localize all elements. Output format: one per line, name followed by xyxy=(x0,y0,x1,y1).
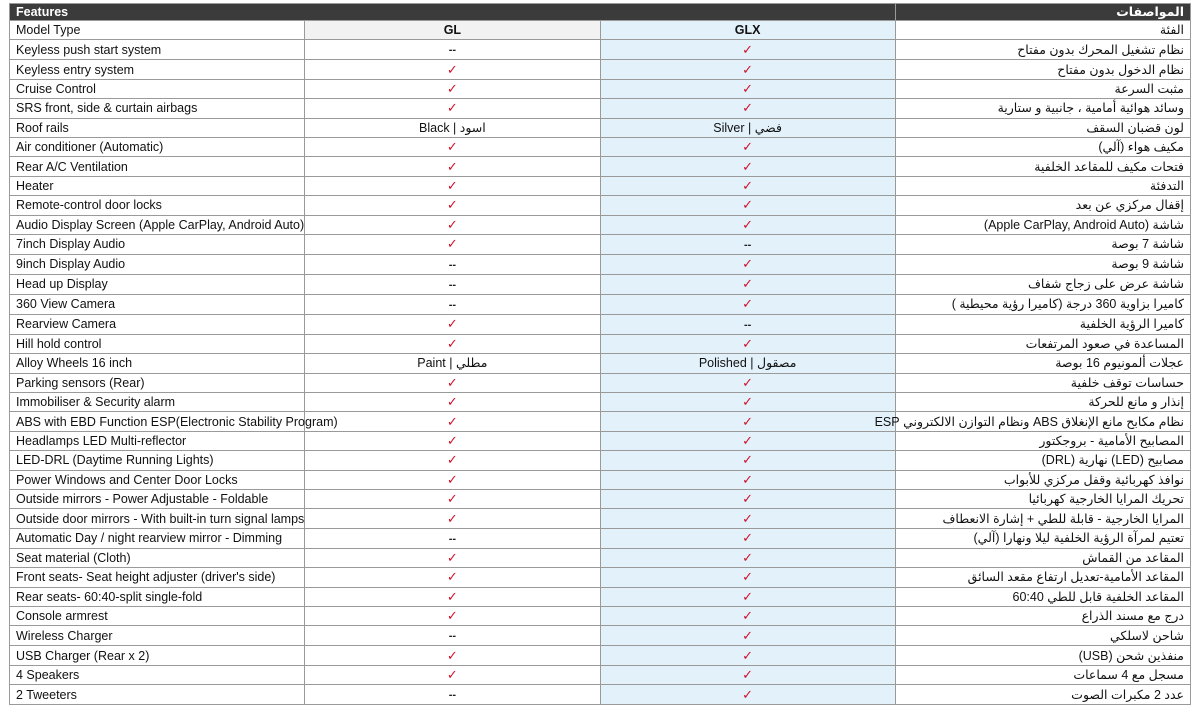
feature-gl-value xyxy=(305,157,600,176)
feature-glx-value xyxy=(600,509,895,528)
feature-name-en: Seat material (Cloth) xyxy=(10,548,305,567)
feature-row xyxy=(10,215,1191,234)
feature-gl-value xyxy=(305,314,600,334)
feature-gl-value xyxy=(305,393,600,412)
feature-row xyxy=(10,606,1191,625)
check-icon: ✓ xyxy=(742,177,754,193)
feature-glx-value xyxy=(600,451,895,470)
feature-glx-value xyxy=(600,490,895,509)
feature-name-en: Console armrest xyxy=(10,606,305,625)
feature-row xyxy=(10,137,1191,156)
check-icon: ✓ xyxy=(742,139,754,155)
feature-glx-value xyxy=(600,60,895,79)
feature-gl-value xyxy=(305,490,600,509)
feature-row xyxy=(10,431,1191,450)
feature-gl-value xyxy=(305,60,600,79)
check-icon: ✓ xyxy=(742,510,754,526)
feature-name-en: 2 Tweeters xyxy=(10,685,305,705)
feature-name-ar: إنذار و مانع للحركة xyxy=(895,393,1190,412)
feature-row xyxy=(10,509,1191,528)
check-icon: ✓ xyxy=(446,100,458,116)
feature-glx-value xyxy=(600,646,895,665)
feature-name-en: Head up Display xyxy=(10,274,305,294)
feature-glx-value xyxy=(600,99,895,118)
feature-glx-value xyxy=(600,626,895,646)
feature-name-ar: المصابيح الأمامية - بروجكتور xyxy=(895,431,1190,450)
feature-glx-value xyxy=(600,40,895,60)
feature-name-ar: نظام مكابح مانع الإنغلاق ABS ونظام التوازن الالكتروني ESP xyxy=(895,412,1190,431)
check-icon: ✓ xyxy=(742,627,754,643)
check-icon: ✓ xyxy=(446,236,458,252)
feature-name-ar: شاحن لاسلكي xyxy=(895,626,1190,646)
feature-row xyxy=(10,373,1191,392)
check-icon: ✓ xyxy=(446,336,458,352)
feature-row xyxy=(10,528,1191,548)
feature-row xyxy=(10,412,1191,431)
feature-name-ar: حساسات توقف خلفية xyxy=(895,373,1190,392)
feature-row xyxy=(10,314,1191,334)
check-icon: ✓ xyxy=(446,550,458,565)
option-text: Black | اسود xyxy=(419,120,486,135)
feature-glx-value xyxy=(600,314,895,334)
check-icon: ✓ xyxy=(742,588,754,604)
feature-row xyxy=(10,393,1191,412)
feature-gl-value xyxy=(305,509,600,528)
feature-glx-value xyxy=(600,393,895,412)
model-gl: GL xyxy=(305,21,600,40)
feature-name-ar: مكيف هواء (آلي) xyxy=(895,137,1190,156)
features-sheet xyxy=(9,3,1191,705)
feature-glx-value xyxy=(600,606,895,625)
feature-gl-value xyxy=(305,334,600,353)
feature-gl-value xyxy=(305,234,600,254)
feature-name-ar: كاميرا الرؤية الخلفية xyxy=(895,314,1190,334)
feature-name-en: Wireless Charger xyxy=(10,626,305,646)
feature-name-ar: التدفئة xyxy=(895,176,1190,195)
check-icon: ✓ xyxy=(446,510,458,526)
check-icon: ✓ xyxy=(446,608,458,624)
feature-glx-value xyxy=(600,137,895,156)
feature-name-ar: شاشة (Apple CarPlay, Android Auto) xyxy=(895,215,1190,234)
check-icon: ✓ xyxy=(446,394,458,410)
feature-name-en: Keyless push start system xyxy=(10,40,305,60)
feature-row xyxy=(10,176,1191,195)
feature-row xyxy=(10,294,1191,314)
features-body xyxy=(10,21,1191,705)
feature-glx-value xyxy=(600,587,895,606)
feature-row xyxy=(10,40,1191,60)
check-icon: ✓ xyxy=(742,608,754,624)
check-icon: ✓ xyxy=(742,452,754,468)
feature-glx-value xyxy=(600,685,895,705)
feature-gl-value xyxy=(305,626,600,646)
feature-name-ar: لون قضبان السقف xyxy=(895,118,1190,137)
feature-name-ar: المرايا الخارجية - قابلة للطي + إشارة الانعطاف xyxy=(895,509,1190,528)
feature-name-ar: شاشة 9 بوصة xyxy=(895,254,1190,274)
feature-name-en: Roof rails xyxy=(10,118,305,137)
feature-row xyxy=(10,99,1191,118)
feature-gl-value xyxy=(305,215,600,234)
feature-gl-value xyxy=(305,665,600,684)
option-text: Polished | مصقول xyxy=(698,356,797,371)
feature-name-ar: إقفال مركزي عن بعد xyxy=(895,196,1190,215)
feature-name-en: 7inch Display Audio xyxy=(10,234,305,254)
check-icon: ✓ xyxy=(446,569,458,585)
feature-row xyxy=(10,334,1191,353)
feature-name-ar: درج مع مسند الذراع xyxy=(895,606,1190,625)
feature-gl-value xyxy=(305,118,600,137)
feature-row xyxy=(10,254,1191,274)
check-icon: ✓ xyxy=(446,491,458,507)
feature-row xyxy=(10,587,1191,606)
check-icon: ✓ xyxy=(446,452,458,468)
model-type-row xyxy=(10,21,1191,40)
feature-glx-value xyxy=(600,528,895,548)
dash-mark: -- xyxy=(743,238,752,251)
feature-row xyxy=(10,470,1191,489)
features-table xyxy=(9,3,1191,705)
feature-name-en: Audio Display Screen (Apple CarPlay, Android Auto) xyxy=(10,215,305,234)
feature-row xyxy=(10,626,1191,646)
feature-glx-value xyxy=(600,274,895,294)
check-icon: ✓ xyxy=(446,588,458,604)
dash-mark: -- xyxy=(448,278,457,291)
check-icon: ✓ xyxy=(446,158,458,174)
feature-name-en: Headlamps LED Multi-reflector xyxy=(10,431,305,450)
feature-gl-value xyxy=(305,685,600,705)
feature-name-en: Air conditioner (Automatic) xyxy=(10,137,305,156)
feature-name-ar: المساعدة في صعود المرتفعات xyxy=(895,334,1190,353)
dash-mark: -- xyxy=(448,630,457,643)
feature-name-ar: شاشة عرض على زجاج شفاف xyxy=(895,274,1190,294)
feature-name-ar: المقاعد الأمامية-تعديل ارتفاع مقعد السائق xyxy=(895,568,1190,587)
feature-glx-value xyxy=(600,79,895,98)
feature-name-ar: نظام الدخول بدون مفتاح xyxy=(895,60,1190,79)
check-icon: ✓ xyxy=(446,374,458,390)
check-icon: ✓ xyxy=(446,177,458,193)
check-icon: ✓ xyxy=(742,197,754,213)
check-icon: ✓ xyxy=(446,197,458,213)
feature-name-ar: مسجل مع 4 سماعات xyxy=(895,665,1190,684)
feature-gl-value xyxy=(305,274,600,294)
model-glx: GLX xyxy=(600,21,895,40)
feature-name-en: Outside mirrors - Power Adjustable - Foldable xyxy=(10,490,305,509)
feature-row xyxy=(10,354,1191,373)
dash-mark: -- xyxy=(448,689,457,702)
feature-gl-value xyxy=(305,137,600,156)
feature-glx-value xyxy=(600,412,895,431)
feature-glx-value xyxy=(600,196,895,215)
feature-row xyxy=(10,548,1191,567)
check-icon: ✓ xyxy=(742,550,754,565)
option-text: Paint | مطلي xyxy=(417,356,488,371)
feature-gl-value xyxy=(305,354,600,373)
feature-gl-value xyxy=(305,587,600,606)
feature-name-en: Hill hold control xyxy=(10,334,305,353)
feature-name-en: Alloy Wheels 16 inch xyxy=(10,354,305,373)
check-icon: ✓ xyxy=(742,216,754,232)
check-icon: ✓ xyxy=(742,491,754,507)
feature-glx-value xyxy=(600,294,895,314)
feature-glx-value xyxy=(600,234,895,254)
feature-gl-value xyxy=(305,606,600,625)
feature-glx-value xyxy=(600,470,895,489)
feature-glx-value xyxy=(600,176,895,195)
header-features-en: Features xyxy=(10,4,896,21)
feature-name-en: 360 View Camera xyxy=(10,294,305,314)
feature-glx-value xyxy=(600,215,895,234)
dash-mark: -- xyxy=(743,318,752,331)
check-icon: ✓ xyxy=(742,569,754,585)
feature-gl-value xyxy=(305,412,600,431)
feature-name-en: 9inch Display Audio xyxy=(10,254,305,274)
feature-glx-value xyxy=(600,373,895,392)
check-icon: ✓ xyxy=(742,374,754,390)
feature-name-ar: المقاعد الخلفية قابل للطي 60:40 xyxy=(895,587,1190,606)
feature-row xyxy=(10,568,1191,587)
feature-name-en: Keyless entry system xyxy=(10,60,305,79)
feature-name-en: Automatic Day / night rearview mirror - Dimming xyxy=(10,528,305,548)
check-icon: ✓ xyxy=(446,139,458,155)
check-icon: ✓ xyxy=(742,296,754,312)
feature-gl-value xyxy=(305,176,600,195)
feature-row xyxy=(10,490,1191,509)
check-icon: ✓ xyxy=(742,647,754,663)
feature-glx-value xyxy=(600,354,895,373)
feature-gl-value xyxy=(305,646,600,665)
check-icon: ✓ xyxy=(742,256,754,272)
check-icon: ✓ xyxy=(446,666,458,682)
feature-name-en: Rear A/C Ventilation xyxy=(10,157,305,176)
feature-name-en: Rearview Camera xyxy=(10,314,305,334)
model-type-label-ar: الفئة xyxy=(895,21,1190,40)
feature-row xyxy=(10,79,1191,98)
feature-gl-value xyxy=(305,99,600,118)
feature-name-en: Rear seats- 60:40-split single-fold xyxy=(10,587,305,606)
feature-row xyxy=(10,665,1191,684)
check-icon: ✓ xyxy=(446,413,458,429)
feature-name-en: Immobiliser & Security alarm xyxy=(10,393,305,412)
feature-gl-value xyxy=(305,40,600,60)
check-icon: ✓ xyxy=(446,471,458,487)
feature-gl-value xyxy=(305,294,600,314)
feature-name-ar: فتحات مكيف للمقاعد الخلفية xyxy=(895,157,1190,176)
check-icon: ✓ xyxy=(742,394,754,410)
feature-gl-value xyxy=(305,79,600,98)
check-icon: ✓ xyxy=(742,41,754,57)
feature-name-ar: نوافذ كهربائية وقفل مركزي للأبواب xyxy=(895,470,1190,489)
feature-row xyxy=(10,196,1191,215)
feature-name-ar: منفذين شحن (USB) xyxy=(895,646,1190,665)
check-icon: ✓ xyxy=(446,80,458,96)
feature-name-en: Cruise Control xyxy=(10,79,305,98)
check-icon: ✓ xyxy=(446,647,458,663)
check-icon: ✓ xyxy=(742,276,754,292)
feature-gl-value xyxy=(305,528,600,548)
feature-name-ar: مصابيح (LED) نهارية (DRL) xyxy=(895,451,1190,470)
check-icon: ✓ xyxy=(446,61,458,77)
feature-row xyxy=(10,118,1191,137)
feature-name-ar: كاميرا بزاوية 360 درجة (كاميرا رؤية محيطية ) xyxy=(895,294,1190,314)
header-row xyxy=(10,4,1191,21)
feature-glx-value xyxy=(600,548,895,567)
feature-name-en: ABS with EBD Function ESP(Electronic Stability Program) xyxy=(10,412,305,431)
check-icon: ✓ xyxy=(742,61,754,77)
feature-gl-value xyxy=(305,254,600,274)
header-features-ar: المواصفات xyxy=(895,4,1190,21)
feature-row xyxy=(10,685,1191,705)
feature-name-en: LED-DRL (Daytime Running Lights) xyxy=(10,451,305,470)
feature-glx-value xyxy=(600,568,895,587)
feature-name-en: Remote-control door locks xyxy=(10,196,305,215)
feature-glx-value xyxy=(600,431,895,450)
feature-name-en: USB Charger (Rear x 2) xyxy=(10,646,305,665)
feature-row xyxy=(10,157,1191,176)
check-icon: ✓ xyxy=(742,100,754,116)
feature-name-en: 4 Speakers xyxy=(10,665,305,684)
feature-gl-value xyxy=(305,431,600,450)
feature-name-ar: وسائد هوائية أمامية ، جانبية و ستارية xyxy=(895,99,1190,118)
check-icon: ✓ xyxy=(446,433,458,449)
check-icon: ✓ xyxy=(742,686,754,702)
feature-name-ar: عجلات ألمونيوم 16 بوصة xyxy=(895,354,1190,373)
feature-gl-value xyxy=(305,470,600,489)
feature-row xyxy=(10,646,1191,665)
feature-gl-value xyxy=(305,568,600,587)
feature-glx-value xyxy=(600,665,895,684)
feature-glx-value xyxy=(600,334,895,353)
check-icon: ✓ xyxy=(446,216,458,232)
feature-row xyxy=(10,234,1191,254)
dash-mark: -- xyxy=(448,532,457,545)
feature-name-ar: تحريك المرايا الخارجية كهربائيا xyxy=(895,490,1190,509)
feature-name-en: Heater xyxy=(10,176,305,195)
feature-name-en: SRS front, side & curtain airbags xyxy=(10,99,305,118)
check-icon: ✓ xyxy=(742,336,754,352)
model-type-label: Model Type xyxy=(10,21,305,40)
feature-row xyxy=(10,60,1191,79)
feature-name-ar: المقاعد من القماش xyxy=(895,548,1190,567)
check-icon: ✓ xyxy=(742,471,754,487)
dash-mark: -- xyxy=(448,258,457,271)
option-text: Silver | فضي xyxy=(713,120,782,135)
check-icon: ✓ xyxy=(742,158,754,174)
feature-gl-value xyxy=(305,548,600,567)
dash-mark: -- xyxy=(448,44,457,57)
feature-name-en: Front seats- Seat height adjuster (driver's side) xyxy=(10,568,305,587)
check-icon: ✓ xyxy=(446,316,458,332)
feature-name-en: Power Windows and Center Door Locks xyxy=(10,470,305,489)
feature-glx-value xyxy=(600,118,895,137)
feature-name-en: Outside door mirrors - With built-in turn signal lamps xyxy=(10,509,305,528)
feature-row xyxy=(10,451,1191,470)
check-icon: ✓ xyxy=(742,530,754,546)
feature-name-ar: مثبت السرعة xyxy=(895,79,1190,98)
check-icon: ✓ xyxy=(742,666,754,682)
feature-name-ar: شاشة 7 بوصة xyxy=(895,234,1190,254)
dash-mark: -- xyxy=(448,298,457,311)
feature-name-ar: نظام تشغيل المحرك بدون مفتاح xyxy=(895,40,1190,60)
check-icon: ✓ xyxy=(742,80,754,96)
feature-gl-value xyxy=(305,196,600,215)
feature-glx-value xyxy=(600,157,895,176)
feature-name-ar: تعتيم لمرآة الرؤية الخلفية ليلا ونهارا (آلي) xyxy=(895,528,1190,548)
feature-name-en: Parking sensors (Rear) xyxy=(10,373,305,392)
feature-gl-value xyxy=(305,451,600,470)
feature-row xyxy=(10,274,1191,294)
check-icon: ✓ xyxy=(742,413,754,429)
check-icon: ✓ xyxy=(742,433,754,449)
feature-gl-value xyxy=(305,373,600,392)
feature-name-ar: عدد 2 مكبرات الصوت xyxy=(895,685,1190,705)
feature-glx-value xyxy=(600,254,895,274)
